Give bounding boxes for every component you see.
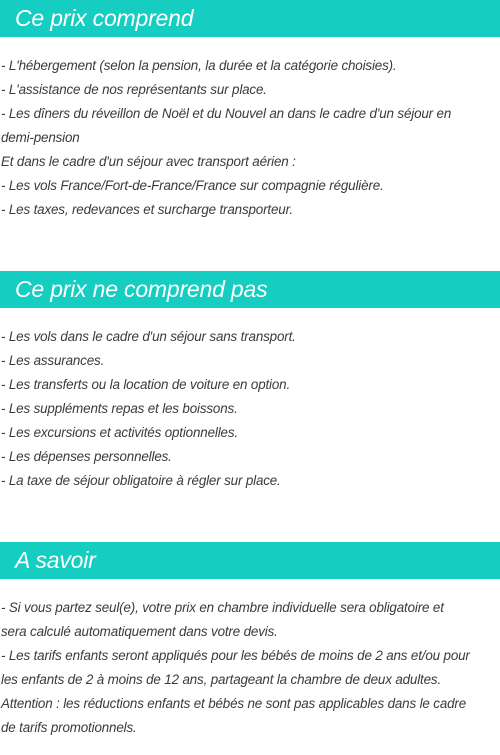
section-header [0,271,500,308]
section-header [0,0,500,37]
text-line: - Les excursions et activités optionnelles. [1,425,238,440]
section-body [0,579,500,740]
text-line: demi-pension [1,130,80,145]
section-price-excludes [0,271,500,493]
text-line: - Les transferts ou la location de voiture en option. [1,377,291,392]
text-line: - Les tarifs enfants seront appliqués pour les bébés de moins de 2 ans et/ou pour [1,648,470,663]
section-price-includes [0,0,500,222]
text-line: Attention : les réductions enfants et bébés ne sont pas applicables dans le cadre [1,696,467,711]
text-line: de tarifs promotionnels. [1,720,137,735]
text-line: - Les vols France/Fort-de-France/France sur compagnie régulière. [1,178,384,193]
text-line: - Les dépenses personnelles. [1,449,172,464]
text-line: Et dans le cadre d'un séjour avec transport aérien : [1,154,296,169]
section-good-to-know [0,542,500,740]
section-title: A savoir [15,547,96,573]
text-line: - La taxe de séjour obligatoire à régler sur place. [1,473,281,488]
text-line: sera calculé automatiquement dans votre devis. [1,624,278,639]
section-title: Ce prix comprend [15,5,194,31]
text-line: - Les dîners du réveillon de Noël et du Nouvel an dans le cadre d'un séjour en [1,106,452,121]
text-line: - Les assurances. [1,353,105,368]
text-line: - L'hébergement (selon la pension, la durée et la catégorie choisies). [1,58,397,73]
text-line: - Si vous partez seul(e), votre prix en chambre individuelle sera obligatoire et [1,600,444,615]
section-title: Ce prix ne comprend pas [15,276,268,302]
text-line: - Les vols dans le cadre d'un séjour sans transport. [1,329,296,344]
text-line: - Les suppléments repas et les boissons. [1,401,238,416]
text-line: les enfants de 2 à moins de 12 ans, partageant la chambre de deux adultes. [1,672,442,687]
section-body [0,308,500,493]
section-body [0,37,500,222]
text-line: - Les taxes, redevances et surcharge transporteur. [1,202,293,217]
text-line: - L'assistance de nos représentants sur place. [1,82,267,97]
section-header [0,542,500,579]
